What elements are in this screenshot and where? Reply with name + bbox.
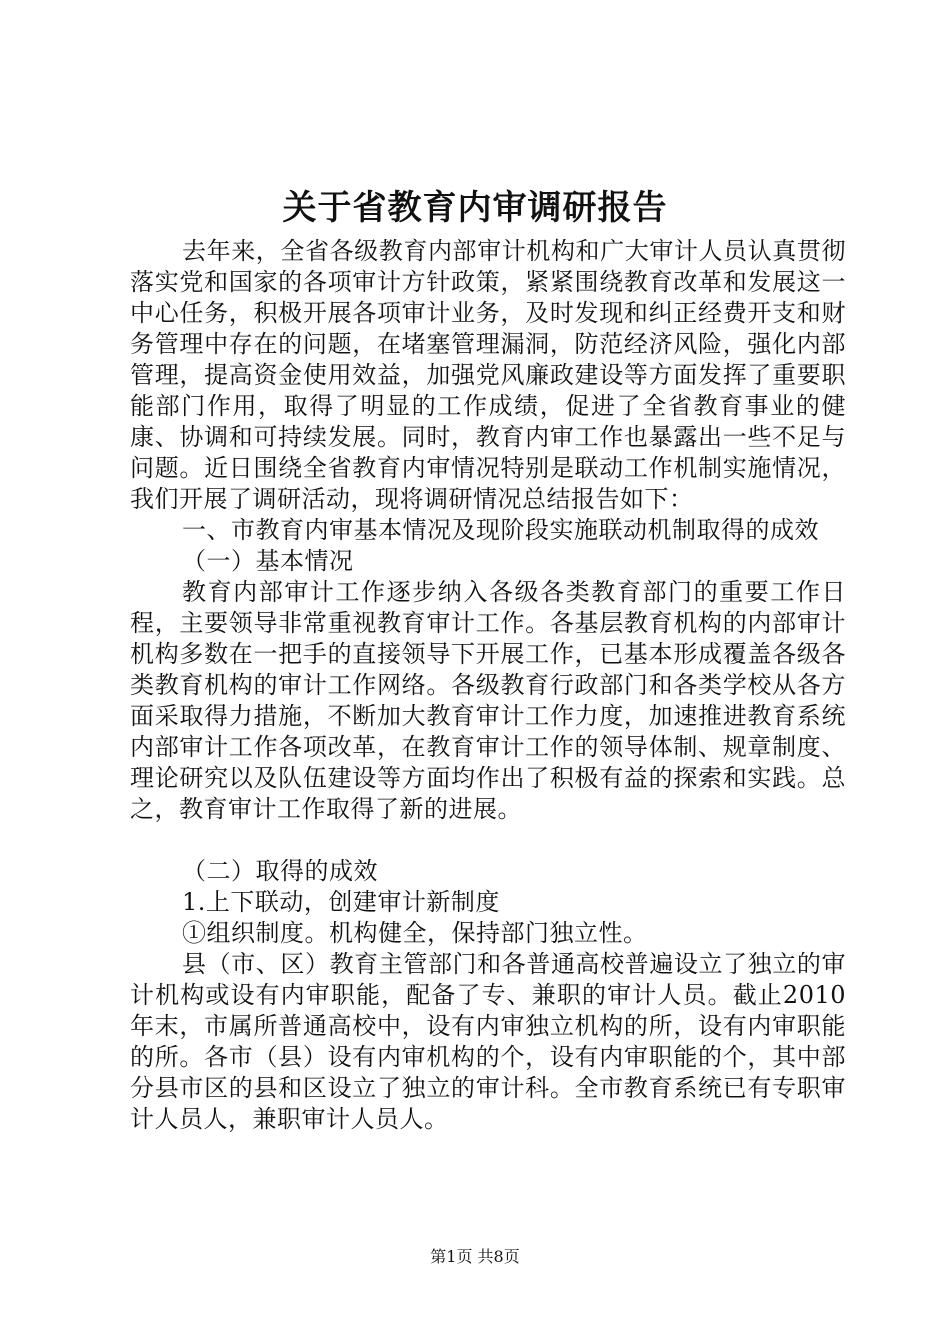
- item-heading-1a: ①组织制度。机构健全，保持部门独立性。: [182, 919, 648, 947]
- subsection-heading-results: （二）取得的成效: [182, 857, 378, 885]
- county-paragraph: 县（市、区）教育主管部门和各普通高校普遍设立了独立的审计机构或设有内审职能，配备了专、兼职的审计人员。截止2010年末，市属所普通高校中，设有内审独立机构的所，设有内审职能的所。各市（县）设有内审机构的个，设有内审职能的个，其中部分县市区的县和区设立了独立的审计科。全市教育系统已有专职审计人员人，兼职审计人员人。: [130, 950, 846, 1133]
- intro-paragraph: 去年来，全省各级教育内部审计机构和广大审计人员认真贯彻落实党和国家的各项审计方针政策，紧紧围绕教育改革和发展这一中心任务，积极开展各项审计业务，及时发现和纠正经费开支和财务管理中存在的问题，在堵塞管理漏洞，防范经济风险，强化内部管理，提高资金使用效益，加强党风廉政建设等方面发挥了重要职能部门作用，取得了明显的工作成绩，促进了全省教育事业的健康、协调和可持续发展。同时，教育内审工作也暴露出一些不足与问题。近日围绕全省教育内审情况特别是联动工作机制实施情况，我们开展了调研活动，现将调研情况总结报告如下：: [130, 237, 846, 513]
- page-footer: 第1页 共8页: [430, 1247, 520, 1266]
- basic-situation-paragraph: 教育内部审计工作逐步纳入各级各类教育部门的重要工作日程，主要领导非常重视教育审计工作。各基层教育机构的内部审计机构多数在一把手的直接领导下开展工作，已基本形成覆盖各级各类教育机构的审计工作网络。各级教育行政部门和各类学校从各方面采取得力措施，不断加大教育审计工作力度，加速推进教育系统内部审计工作各项改革，在教育审计工作的领导体制、规章制度、理论研究以及队伍建设等方面均作出了积极有益的探索和实践。总之，教育审计工作取得了新的进展。: [130, 578, 846, 823]
- document-body: [130, 236, 846, 1135]
- item-heading-1: 1.上下联动，创建审计新制度: [182, 888, 500, 916]
- subsection-heading-basic: （一）基本情况: [182, 547, 354, 575]
- document-title: 关于省教育内审调研报告: [282, 188, 668, 228]
- section-heading-1: 一、市教育内审基本情况及现阶段实施联动机制取得的成效: [182, 516, 819, 544]
